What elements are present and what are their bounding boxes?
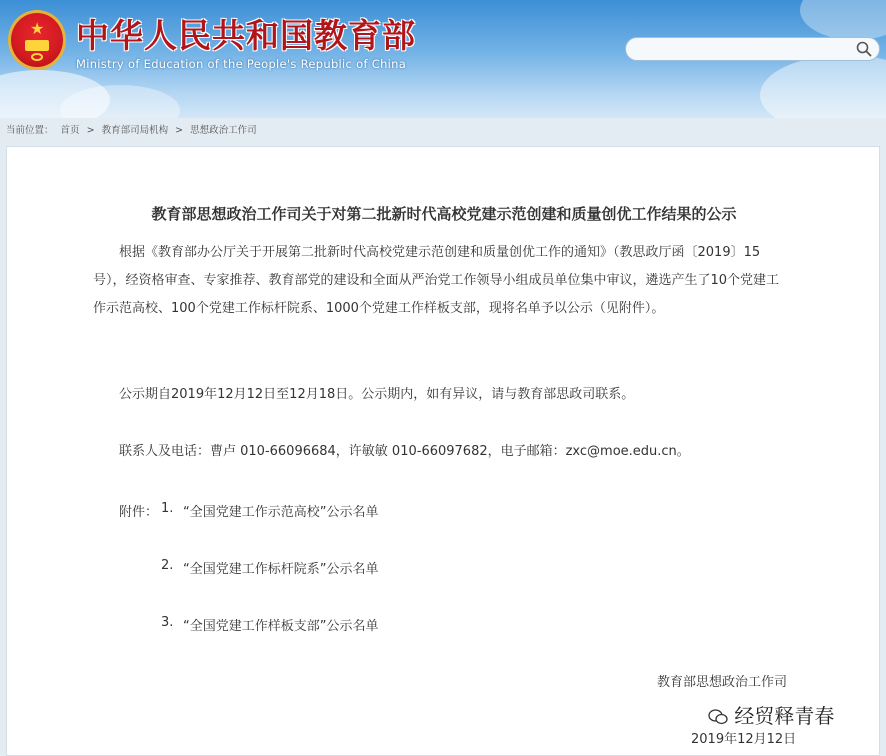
site-title[interactable]: 中华人民共和国教育部	[76, 16, 416, 55]
attachment-link-1[interactable]: “全国党建工作示范高校”公示名单	[183, 505, 379, 520]
breadcrumb-item-departments[interactable]: 教育部司局机构	[101, 125, 169, 136]
attachment-number: 3.	[161, 615, 174, 630]
search-icon[interactable]	[855, 40, 873, 58]
attachment-number: 2.	[161, 558, 174, 573]
signature: 教育部思想政治工作司	[657, 675, 788, 690]
site-subtitle: Ministry of Education of the People's Republic of China	[76, 57, 407, 71]
publish-date: 2019年12月12日	[691, 732, 797, 747]
attachment-link-3[interactable]: “全国党建工作样板支部”公示名单	[183, 619, 379, 634]
breadcrumb-item-current[interactable]: 思想政治工作司	[190, 125, 257, 136]
breadcrumb-label: 当前位置：	[6, 125, 54, 136]
site-header	[0, 0, 886, 118]
paragraph-contact: 联系人及电话：曹卢 010-66096684，许敏敏 010-66097682，电子邮箱：zxc@moe.edu.cn。	[119, 444, 690, 459]
attachments-label: 附件：	[119, 505, 159, 520]
attachment-number: 1.	[161, 501, 174, 516]
breadcrumb	[0, 120, 886, 142]
content-panel	[6, 146, 880, 756]
search-input[interactable]	[625, 37, 880, 61]
breadcrumb-separator: >	[86, 125, 95, 136]
wechat-icon	[708, 709, 728, 725]
paragraph-period: 公示期自2019年12月12日至12月18日。公示期内，如有异议，请与教育部思政司联系。	[119, 387, 635, 402]
watermark	[704, 700, 838, 729]
paragraph-basis: 根据《教育部办公厅关于开展第二批新时代高校党建示范创建和质量创优工作的通知》（教思政厅函〔2019〕15号），经资格审查、专家推荐、教育部党的建设和全面从严治党工作领导小组成员单位集中审议，遴选产生了10个党建工作示范高校、100个党建工作标杆院系、1000个党建工作样板支部，现将名单予以公示（见附件）。	[93, 245, 780, 316]
header-cloud	[760, 55, 886, 118]
document-title: 教育部思想政治工作司关于对第二批新时代高校党建示范创建和质量创优工作结果的公示	[151, 205, 737, 223]
national-emblem-icon[interactable]: ★	[8, 10, 66, 70]
header-cloud	[800, 0, 886, 40]
breadcrumb-separator: >	[175, 125, 184, 136]
attachment-link-2[interactable]: “全国党建工作标杆院系”公示名单	[183, 562, 379, 577]
watermark-text: 经贸释青春	[734, 704, 835, 728]
breadcrumb-item-home[interactable]: 首页	[60, 125, 80, 136]
